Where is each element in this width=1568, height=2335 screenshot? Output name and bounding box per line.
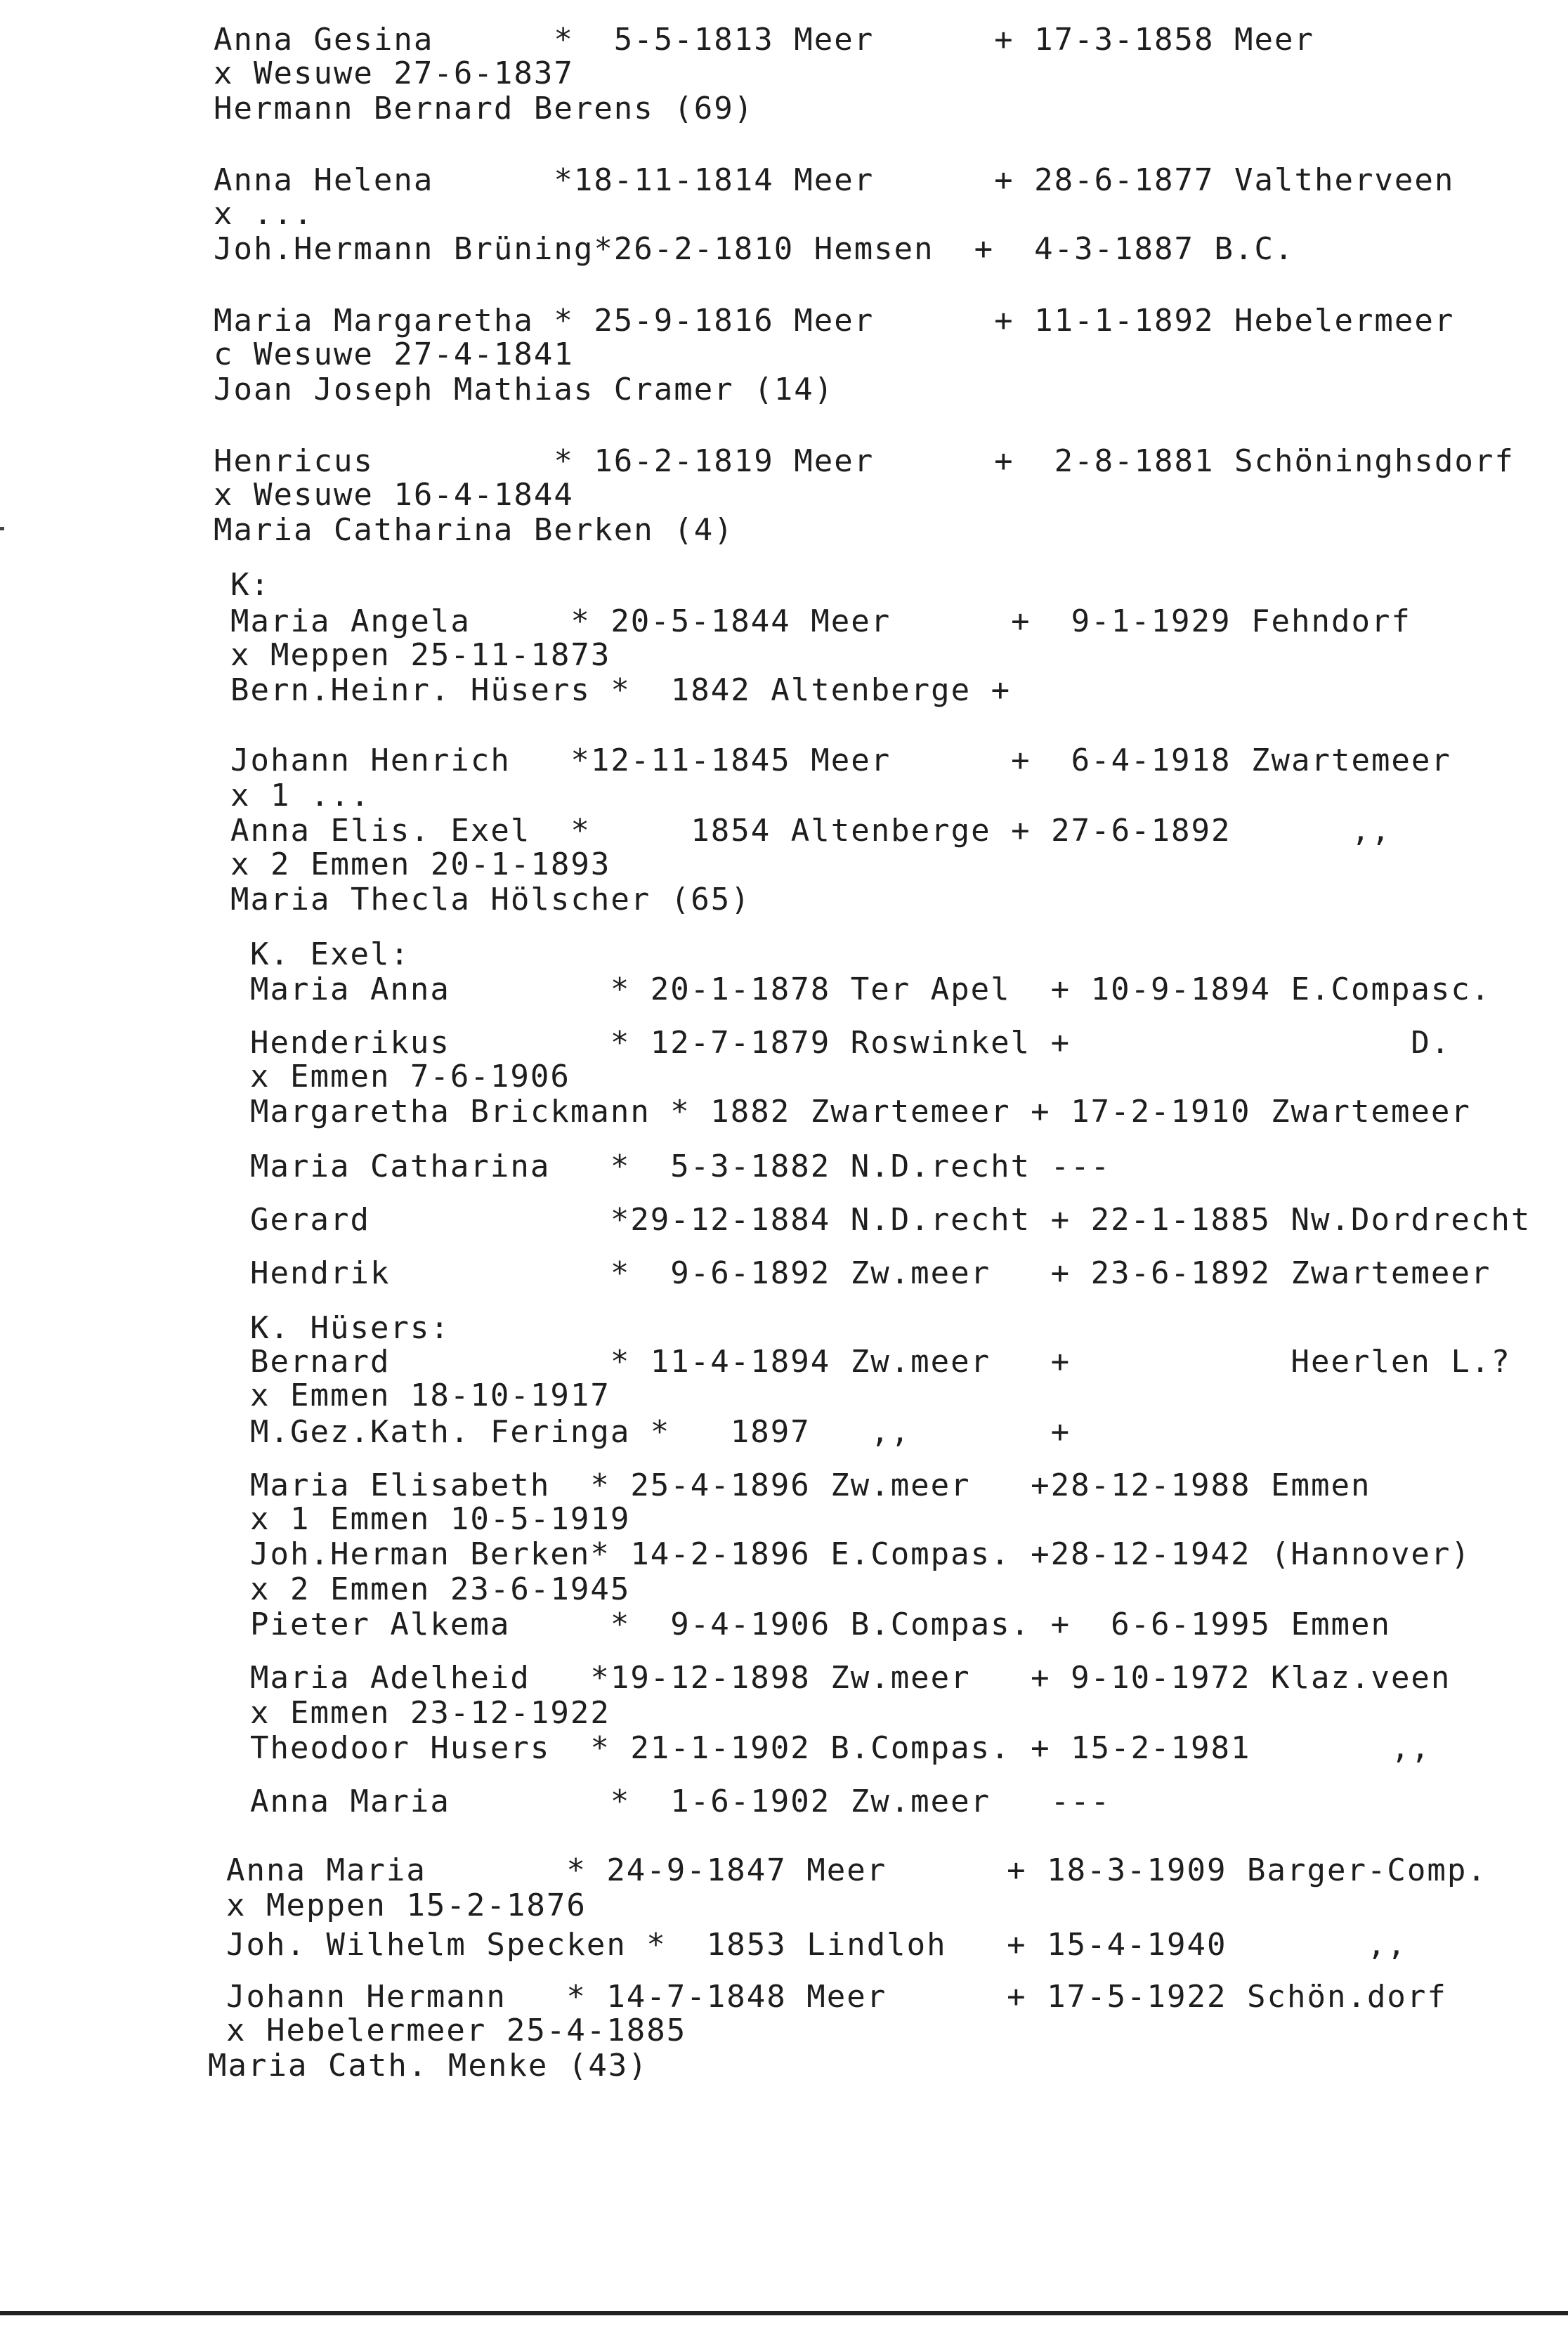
entry-line: Johann Henrich *12-11-1845 Meer + 6-4-1918 Zwartemeer xyxy=(230,743,1451,778)
entry-line: Joh.Hermann Brüning*26-2-1810 Hemsen + 4-3-1887 B.C. xyxy=(214,231,1295,267)
entry-line: x Meppen 25-11-1873 xyxy=(230,637,611,673)
entry-line: Maria Adelheid *19-12-1898 Zw.meer + 9-10-1972 Klaz.veen xyxy=(250,1660,1451,1696)
entry-line: Anna Maria * 24-9-1847 Meer + 18-3-1909 Barger-Comp. xyxy=(226,1852,1487,1888)
entry-line: Joh. Wilhelm Specken * 1853 Lindloh + 15-4-1940 ,, xyxy=(226,1927,1407,1963)
entry-line: c Wesuwe 27-4-1841 xyxy=(214,336,574,372)
entry-line: x Hebelermeer 25-4-1885 xyxy=(226,2013,687,2048)
entry-line: K. Exel: xyxy=(250,936,410,972)
entry-line: Joh.Herman Berken* 14-2-1896 E.Compas. +28-12-1942 (Hannover) xyxy=(250,1536,1471,1572)
entry-line: x Wesuwe 16-4-1844 xyxy=(214,477,574,513)
entry-line: K: xyxy=(230,567,270,603)
entry-line: Pieter Alkema * 9-4-1906 B.Compas. + 6-6-1995 Emmen xyxy=(250,1607,1391,1642)
bottom-rule xyxy=(0,2311,1568,2315)
entry-line: x Emmen 23-12-1922 xyxy=(250,1695,610,1731)
entry-line: Henderikus * 12-7-1879 Roswinkel + D. xyxy=(250,1025,1451,1061)
entry-line: x 1 Emmen 10-5-1919 xyxy=(250,1501,631,1537)
entry-line: Maria Thecla Hölscher (65) xyxy=(230,882,751,917)
entry-line: Maria Cath. Menke (43) xyxy=(208,2048,648,2084)
entry-line: Joan Joseph Mathias Cramer (14) xyxy=(214,372,835,407)
entry-line: Bernard * 11-4-1894 Zw.meer + Heerlen L.? xyxy=(250,1344,1511,1380)
entry-line: K. Hüsers: xyxy=(250,1310,450,1346)
entry-line: Henricus * 16-2-1819 Meer + 2-8-1881 Schöninghsdorf xyxy=(214,443,1515,479)
entry-line: Anna Gesina * 5-5-1813 Meer + 17-3-1858 Meer xyxy=(214,22,1314,58)
entry-line: x 2 Emmen 23-6-1945 xyxy=(250,1571,631,1607)
entry-line: x Wesuwe 27-6-1837 xyxy=(214,55,574,91)
entry-line: Maria Catharina * 5-3-1882 N.D.recht --- xyxy=(250,1149,1111,1184)
entry-line: Hermann Bernard Berens (69) xyxy=(214,91,754,126)
entry-line: Maria Angela * 20-5-1844 Meer + 9-1-1929 Fehndorf xyxy=(230,603,1411,639)
entry-line: Hendrik * 9-6-1892 Zw.meer + 23-6-1892 Zwartemeer xyxy=(250,1255,1491,1291)
entry-line: Maria Anna * 20-1-1878 Ter Apel + 10-9-1894 E.Compasc. xyxy=(250,972,1491,1007)
entry-line: Theodoor Husers * 21-1-1902 B.Compas. + 15-2-1981 ,, xyxy=(250,1730,1431,1766)
margin-mark xyxy=(0,527,4,530)
entry-line: Johann Hermann * 14-7-1848 Meer + 17-5-1922 Schön.dorf xyxy=(226,1979,1447,2015)
entry-line: x Emmen 18-10-1917 xyxy=(250,1378,610,1413)
entry-line: Anna Helena *18-11-1814 Meer + 28-6-1877 Valtherveen xyxy=(214,162,1455,198)
entry-line: x Meppen 15-2-1876 xyxy=(226,1888,587,1923)
entry-line: Maria Catharina Berken (4) xyxy=(214,512,734,548)
entry-line: Maria Margaretha * 25-9-1816 Meer + 11-1-1892 Hebelermeer xyxy=(214,303,1455,339)
entry-line: Gerard *29-12-1884 N.D.recht + 22-1-1885 Nw.Dordrecht xyxy=(250,1202,1531,1238)
entry-line: x ... xyxy=(214,196,314,232)
entry-line: x 2 Emmen 20-1-1893 xyxy=(230,846,611,882)
entry-line: x 1 ... xyxy=(230,778,371,813)
entry-line: x Emmen 7-6-1906 xyxy=(250,1059,570,1094)
entry-line: Maria Elisabeth * 25-4-1896 Zw.meer +28-12-1988 Emmen xyxy=(250,1467,1371,1503)
entry-line: Anna Maria * 1-6-1902 Zw.meer --- xyxy=(250,1784,1111,1819)
entry-line: Bern.Heinr. Hüsers * 1842 Altenberge + xyxy=(230,672,1012,708)
entry-line: M.Gez.Kath. Feringa * 1897 ,, + xyxy=(250,1414,1071,1450)
entry-line: Margaretha Brickmann * 1882 Zwartemeer + 17-2-1910 Zwartemeer xyxy=(250,1094,1471,1130)
entry-line: Anna Elis. Exel * 1854 Altenberge + 27-6-1892 ,, xyxy=(230,813,1392,849)
